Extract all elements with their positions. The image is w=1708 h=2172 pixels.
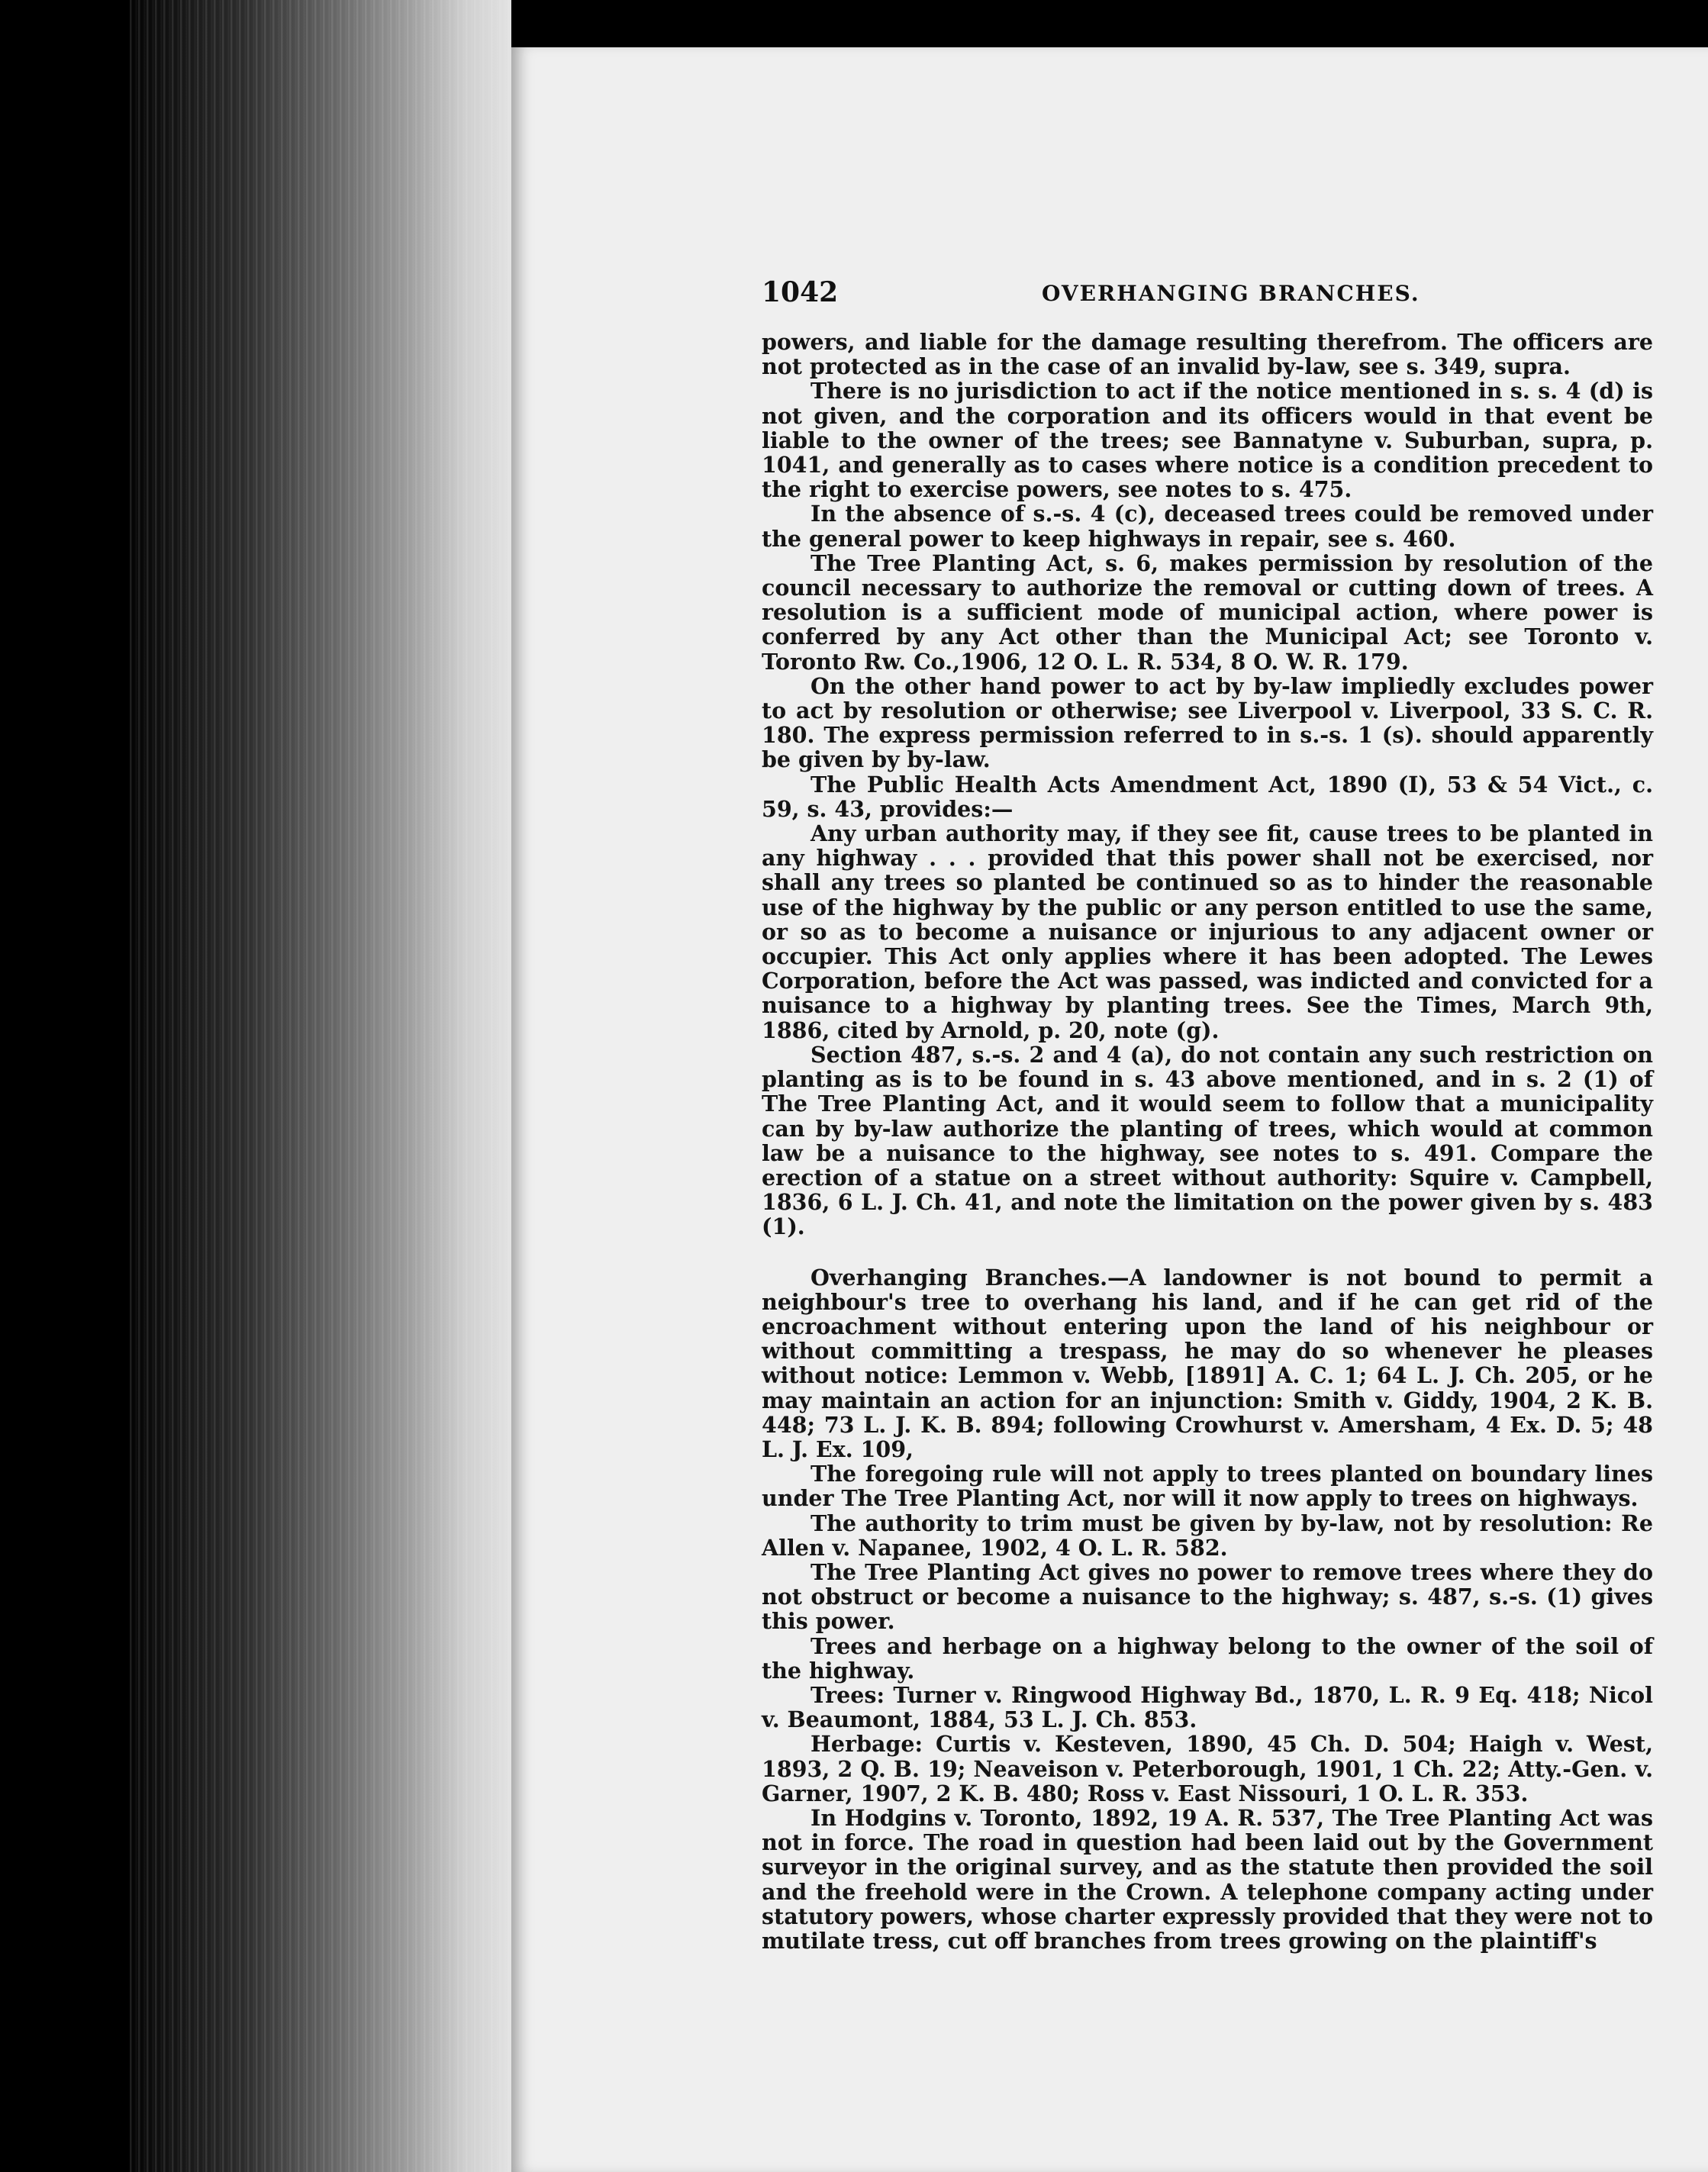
book-page-edges [130, 0, 511, 2172]
paragraph-4: The Tree Planting Act, s. 6, makes permission by resolution of the council necessary to authorize the removal or cutting down of trees. A resolution is a sufficient mode of municipal action, where power is conferred by any Act other than the Municipal Act; see Toronto v. Toronto Rw. Co.,1906, 12 O. L. R. 534, 8 O. W. R. 179. [762, 549, 1653, 675]
paragraph-8: Section 487, s.-s. 2 and 4 (a), do not contain any such restriction on planting as is to be found in s. 43 above mentioned, and in s. 2 (1) of The Tree Planting Act, and it would seem to follow that a municipality can by by-law authorize the planting of trees, which would at common law be a nuisance to the highway, see notes to s. 491. Compare the erection of a statue on a street without authority: Squire v. Campbell, 1836, 6 L. J. Ch. 41, and note the limitation on the power given by s. 483 (1). [762, 1041, 1653, 1240]
paragraph-5: On the other hand power to act by by-law impliedly excludes power to act by resolution or otherwise; see Liverpool v. Liverpool, 33 S. C. R. 180. The express permission referred to in s.-s. 1 (s). should apparently be given by by-law. [762, 672, 1653, 773]
section-paragraph-4: Trees and herbage on a highway belong to the owner of the soil of the highway. [762, 1632, 1653, 1684]
section-lead-paragraph [762, 1265, 1653, 1462]
paragraph-2: There is no jurisdiction to act if the notice mentioned in s. s. 4 (d) is not given, and the corporation and its officers would in that event be liable to the owner of the trees; see Bannatyne v. Suburban, supra, p. 1041, and generally as to cases where notice is a condition precedent to the right to exercise powers, see notes to s. 475. [762, 378, 1653, 503]
quoted-statute: Any urban authority may, if they see fit, cause trees to be planted in any highway . . . provided that this power shall not be exercised, nor shall any trees so planted be continued so as to hinder the reasonable use of the highway by the public or any person entitled to use the same, or so as to become a nuisance or injurious to any adjacent owner or occupier. This Act only applies where it has been adopted. The Lewes Corporation, before the Act was passed, was indicted and convicted for a nuisance to a highway by planting trees. See the Times, March 9th, 1886, cited by Arnold, p. 20, note (g). [762, 820, 1653, 1043]
paragraph-6: The Public Health Acts Amendment Act, 1890 (I), 53 & 54 Vict., c. 59, s. 43, provides:— [762, 771, 1653, 822]
running-head: OVERHANGING BRANCHES. [1042, 281, 1420, 306]
page-header [762, 276, 1648, 314]
section-paragraph-7: In Hodgins v. Toronto, 1892, 19 A. R. 537, The Tree Planting Act was not in force. The road in question had been laid out by the Government surveyor in the original survey, and as the statute then provided the soil and the freehold were in the Crown. A telephone company acting under statutory powers, whose charter expressly provided that they were not to mutilate tress, cut off branches from trees growing on the plaintiff's [762, 1804, 1653, 1954]
section-paragraph-5: Trees: Turner v. Ringwood Highway Bd., 1870, L. R. 9 Eq. 418; Nicol v. Beaumont, 1884, 53 L. J. Ch. 853. [762, 1681, 1653, 1733]
section-paragraph-3: The Tree Planting Act gives no power to remove trees where they do not obstruct or become a nuisance to the highway; s. 487, s.-s. (1) gives this power. [762, 1558, 1653, 1635]
paragraph-1: powers, and liable for the damage resulting therefrom. The officers are not protected as in the case of an invalid by-law, see s. 349, supra. [762, 329, 1653, 380]
section-lead-text: —A landowner is not bound to permit a neighbour's tree to overhang his land, and if he can get rid of the encroachment without entering upon the land of his neighbour or without committing a trespass, he may do so whenever he pleases without notice: Lemmon v. Webb, [1891] A. C. 1; 64 L. J. Ch. 205, or he may maintain an action for an injunction: Smith v. Giddy, 1904, 2 K. B. 448; 73 L. J. K. B. 894; following Crowhurst v. Amersham, 4 Ex. D. 5; 48 L. J. Ex. 109, [762, 1264, 1654, 1462]
paragraph-3: In the absence of s.-s. 4 (c), deceased trees could be removed under the general power to keep highways in repair, see s. 460. [762, 501, 1653, 552]
section-paragraph-2: The authority to trim must be given by by-law, not by resolution: Re Allen v. Napanee, 1902, 4 O. L. R. 582. [762, 1510, 1653, 1561]
section-paragraph-1: The foregoing rule will not apply to trees planted on boundary lines under The Tree Planting Act, nor will it now apply to trees on highways. [762, 1461, 1653, 1512]
section-paragraph-6: Herbage: Curtis v. Kesteven, 1890, 45 Ch. D. 504; Haigh v. West, 1893, 2 Q. B. 19; Neaveison v. Peterborough, 1901, 1 Ch. 22; Atty.-Gen. v. Garner, 1907, 2 K. B. 480; Ross v. East Nissouri, 1 O. L. R. 353. [762, 1731, 1653, 1806]
page-number: 1042 [762, 276, 839, 308]
section-title: Overhanging Branches. [810, 1264, 1108, 1291]
body-text [762, 330, 1653, 1953]
